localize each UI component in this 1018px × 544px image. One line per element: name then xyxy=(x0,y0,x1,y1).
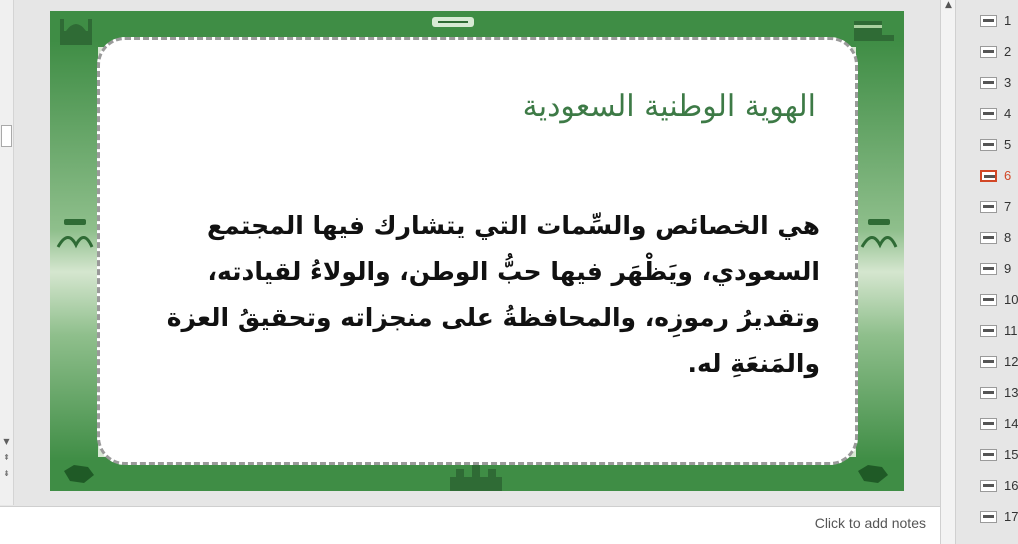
thumbnail-preview[interactable] xyxy=(980,139,997,151)
slide-thumbnail-10[interactable] xyxy=(956,287,1016,317)
slide-title[interactable]: الهوية الوطنية السعودية xyxy=(522,89,816,124)
thumbnail-preview[interactable] xyxy=(980,77,997,89)
scroll-down-icon[interactable]: ▼ xyxy=(3,437,10,446)
thumbnail-preview[interactable] xyxy=(980,294,997,306)
thumbnail-preview-bar xyxy=(983,267,994,270)
slide-number: 2 xyxy=(1004,44,1012,59)
slide-number: 15 xyxy=(1004,447,1018,462)
thumbnail-preview[interactable] xyxy=(980,263,997,275)
thumbnail-preview[interactable] xyxy=(980,449,997,461)
slide-thumbnail-3[interactable] xyxy=(956,70,1016,100)
slide-number: 14 xyxy=(1004,416,1018,431)
emblem-icon xyxy=(430,13,476,31)
slide-thumbnail-1[interactable] xyxy=(956,8,1016,38)
scrollbar-thumb[interactable] xyxy=(1,125,12,147)
slide-thumbnail-14[interactable] xyxy=(956,411,1016,441)
thumbnail-preview-bar xyxy=(983,81,994,84)
thumbnail-preview-bar xyxy=(983,112,994,115)
previous-slide-icon[interactable]: ⇞ xyxy=(3,453,10,462)
thumbnail-preview-bar xyxy=(984,175,995,178)
thumbnail-preview[interactable] xyxy=(980,418,997,430)
thumbnail-preview-bar xyxy=(983,453,994,456)
slide-thumbnail-9[interactable] xyxy=(956,256,1016,286)
thumbnail-preview[interactable] xyxy=(980,15,997,27)
thumbnail-preview[interactable] xyxy=(980,387,997,399)
thumbnail-preview-bar xyxy=(983,236,994,239)
slide-thumbnail-15[interactable] xyxy=(956,442,1016,472)
map-left-icon xyxy=(62,461,96,485)
slide-thumbnail-4[interactable] xyxy=(956,101,1016,131)
map-right-icon xyxy=(856,461,890,485)
slide-canvas[interactable] xyxy=(50,11,904,491)
thumbnail-preview-bar xyxy=(983,391,994,394)
fort-icon xyxy=(446,465,506,491)
thumbnail-preview-bar xyxy=(983,329,994,332)
calligraphy-right-icon xyxy=(858,217,900,257)
slide-thumbnail-16[interactable] xyxy=(956,473,1016,503)
thumbnail-preview[interactable] xyxy=(980,201,997,213)
thumbnail-preview-bar xyxy=(983,360,994,363)
mosque-icon xyxy=(58,13,94,47)
thumbnail-preview-bar xyxy=(983,422,994,425)
slide-thumbnail-2[interactable] xyxy=(956,39,1016,69)
thumbnail-preview[interactable] xyxy=(980,325,997,337)
thumbnail-preview[interactable] xyxy=(980,46,997,58)
slide-number: 17 xyxy=(1004,509,1018,524)
slide-thumbnails-panel[interactable] xyxy=(956,0,1016,544)
slide-thumbnail-7[interactable] xyxy=(956,194,1016,224)
slide-thumbnail-5[interactable] xyxy=(956,132,1016,162)
thumbnail-preview-bar xyxy=(983,484,994,487)
slide-number: 11 xyxy=(1004,323,1018,338)
calligraphy-left-icon xyxy=(54,217,96,257)
thumbnail-preview[interactable] xyxy=(980,170,997,182)
slide-thumbnail-13[interactable] xyxy=(956,380,1016,410)
slide-thumbnail-12[interactable] xyxy=(956,349,1016,379)
slide-number: 12 xyxy=(1004,354,1018,369)
slide-number: 1 xyxy=(1004,13,1012,28)
kaaba-icon xyxy=(846,15,896,45)
thumbnail-preview-bar xyxy=(983,50,994,53)
thumbnail-preview-bar xyxy=(983,515,994,518)
slide-number: 7 xyxy=(1004,199,1012,214)
slide-number: 13 xyxy=(1004,385,1018,400)
slide-vertical-scrollbar[interactable] xyxy=(940,0,956,544)
slide-number: 6 xyxy=(1004,168,1012,183)
thumbnail-preview-bar xyxy=(983,298,994,301)
slide-thumbnail-6[interactable] xyxy=(956,163,1016,193)
slide-thumbnail-11[interactable] xyxy=(956,318,1016,348)
left-vertical-scrollbar[interactable] xyxy=(0,0,14,505)
thumbnail-preview[interactable] xyxy=(980,232,997,244)
slide-thumbnail-8[interactable] xyxy=(956,225,1016,255)
slide-number: 16 xyxy=(1004,478,1018,493)
slide-number: 9 xyxy=(1004,261,1012,276)
thumbnail-preview-bar xyxy=(983,143,994,146)
next-slide-icon[interactable]: ⇟ xyxy=(3,469,10,478)
slide-thumbnail-17[interactable] xyxy=(956,504,1016,534)
thumbnail-preview-bar xyxy=(983,19,994,22)
thumbnail-preview[interactable] xyxy=(980,511,997,523)
notes-placeholder[interactable]: Click to add notes xyxy=(814,515,926,531)
slide-body-text[interactable]: هي الخصائص والسِّمات التي يتشارك فيها المجتمع السعودي، ويَظْهَر فيها حبُّ الوطن، والولاءُ لقيادته، وتقديرُ رموزِه، والمحافظةُ على منجزاته وتحقيقُ العزة والمَنعَةِ له. xyxy=(166,211,820,378)
slide-number: 8 xyxy=(1004,230,1012,245)
slide-number: 4 xyxy=(1004,106,1012,121)
slide-number: 10 xyxy=(1004,292,1018,307)
slide-number: 5 xyxy=(1004,137,1012,152)
thumbnail-preview[interactable] xyxy=(980,480,997,492)
scroll-up-icon[interactable]: ▲ xyxy=(945,0,952,10)
slide-number: 3 xyxy=(1004,75,1012,90)
notes-pane[interactable] xyxy=(0,506,940,544)
thumbnail-preview-bar xyxy=(983,205,994,208)
thumbnail-preview[interactable] xyxy=(980,108,997,120)
thumbnail-preview[interactable] xyxy=(980,356,997,368)
